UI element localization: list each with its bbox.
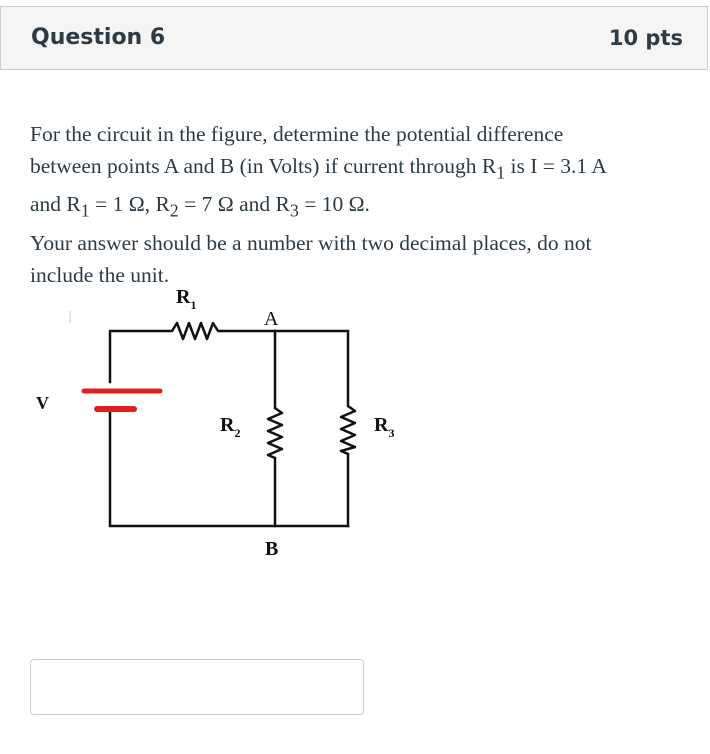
question-line: between points A and B (in Volts) if current through $R_1$ is I = 3.1 A: [30, 154, 607, 183]
wire-top-r1-to-a: [222, 331, 348, 406]
resistor-r3: [341, 406, 355, 454]
label-r3: $R_3$: [374, 414, 395, 440]
answer-input[interactable]: [30, 659, 364, 715]
question-line: Your answer should be a number with two decimal places, do not: [30, 230, 592, 255]
question-line: For the circuit in the figure, determine the potential difference: [30, 122, 564, 146]
battery: [84, 391, 160, 409]
label-a: A: [264, 308, 279, 330]
wire-left-top: [110, 331, 172, 382]
label-r2: $R_2$: [220, 414, 241, 440]
question-line: and $R_1 = 1$ Ω, $R_2 = 7$ Ω and $R_3 = 10$ Ω.: [30, 192, 370, 221]
question-title: Question 6: [31, 25, 166, 50]
label-r1: $R_1$: [176, 286, 197, 312]
resistor-r2: [268, 408, 282, 458]
label-v: V: [36, 393, 49, 413]
question-text: [30, 118, 690, 291]
question-line: include the unit.: [30, 262, 170, 287]
question-points: 10 pts: [608, 26, 683, 50]
label-b: B: [265, 538, 279, 560]
circuit-diagram: [0, 278, 430, 568]
resistor-r1: [172, 323, 222, 339]
question-header: [0, 6, 708, 70]
